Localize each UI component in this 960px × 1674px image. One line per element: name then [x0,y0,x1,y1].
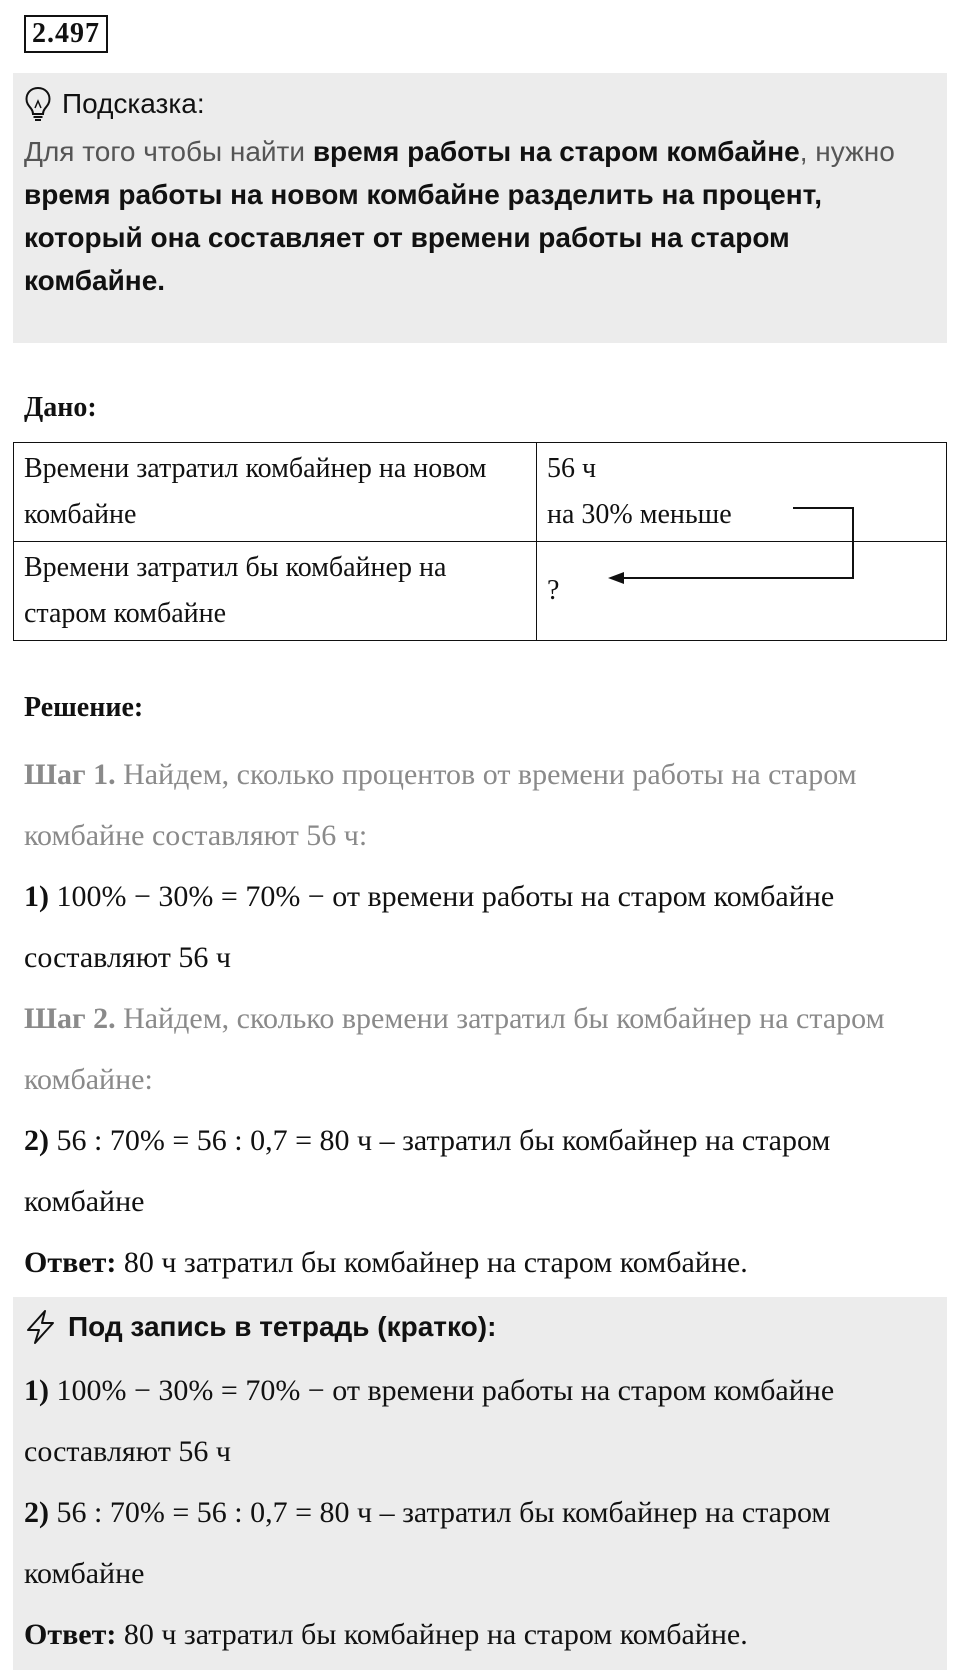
step-label: 1) [24,1374,49,1407]
answer-text: 80 ч затратил бы комбайнер на старом комбайне. [116,1618,748,1651]
step-label: 2) [24,1124,49,1157]
notebook-header [24,1305,496,1349]
solution-body [24,744,944,1293]
notebook-body [24,1360,944,1665]
step-text: 56 : 70% = 56 : 0,7 = 80 ч – затратил бы комбайнер на старом комбайне [24,1124,831,1218]
step-label: 2) [24,1496,49,1529]
step-text: 100% − 30% = 70% − от времени работы на старом комбайне составляют 56 ч [24,1374,835,1468]
step-text: 100% − 30% = 70% − от времени работы на старом комбайне составляют 56 ч [24,880,835,974]
notebook-answer [24,1604,944,1665]
notebook-line [24,1360,944,1482]
step-text: Найдем, сколько времени затратил бы комбайнер на старом комбайне: [24,1002,885,1096]
step-label: Шаг 1. [24,758,116,791]
step-label: Шаг 2. [24,1002,116,1035]
solution-step [24,744,944,866]
lightbulb-icon [24,86,52,122]
given-row [14,443,947,542]
given-value-hours: 56 ч [547,453,597,484]
hint-header [24,84,205,124]
step-text: 56 : 70% = 56 : 0,7 = 80 ч – затратил бы комбайнер на старом комбайне [24,1496,831,1590]
hint-part-bold: время работы на новом комбайне разделить на процент, который она составляет от времени работы на старом комбайне. [24,179,822,296]
hint-part: , нужно [799,136,895,167]
hint-text [24,130,924,302]
step-text: Найдем, сколько процентов от времени работы на старом комбайне составляют 56 ч: [24,758,857,852]
notebook-line [24,1482,944,1604]
solution-step [24,988,944,1110]
given-value-old: ? [537,542,947,641]
step-label: 1) [24,880,49,913]
notebook-title: Под запись в тетрадь (кратко): [68,1311,497,1342]
given-title: Дано: [24,392,97,423]
given-label-old: Времени затратил бы комбайнер на старом комбайне [14,542,537,641]
given-value-new [537,443,947,542]
given-value-less: на 30% меньше [547,499,732,530]
answer-label: Ответ: [24,1246,117,1279]
given-label-new: Времени затратил комбайнер на новом комбайне [14,443,537,542]
hint-part-bold: время работы на старом комбайне [312,136,800,167]
given-table [13,442,947,641]
solution-title: Решение: [24,692,144,723]
hint-title: Подсказка: [62,88,205,119]
problem-number: 2.497 [24,15,108,53]
solution-step [24,1110,944,1232]
solution-answer [24,1232,944,1293]
answer-text: 80 ч затратил бы комбайнер на старом комбайне. [116,1246,748,1279]
hint-part: Для того чтобы найти [24,136,313,167]
lightning-icon [24,1309,58,1345]
given-row [14,542,947,641]
solution-step [24,866,944,988]
answer-label: Ответ: [24,1618,117,1651]
